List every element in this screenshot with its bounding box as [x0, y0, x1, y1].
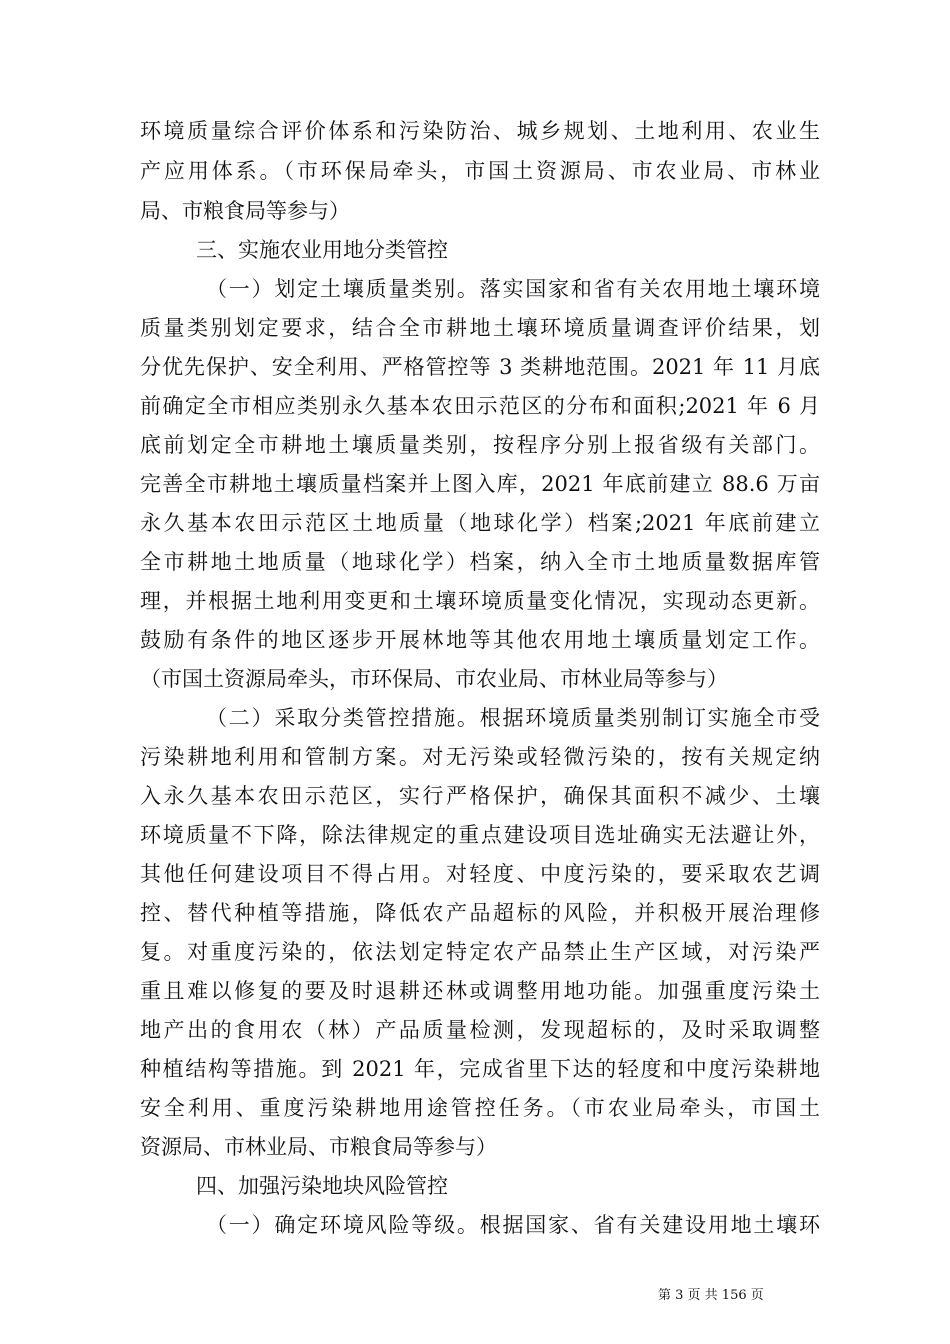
paragraph-line: （一）确定环境风险等级。根据国家、省有关建设用地土壤环 — [206, 1213, 820, 1237]
paragraph-line: 其他任何建设项目不得占用。对轻度、中度污染的，要采取农艺调 — [140, 862, 820, 886]
paragraph-line: 全市耕地土地质量（地球化学）档案，纳入全市土地质量数据库管 — [140, 550, 820, 574]
section-heading: 三、实施农业用地分类管控 — [196, 238, 448, 262]
paragraph-line: 入永久基本农田示范区，实行严格保护，确保其面积不减少、土壤 — [140, 784, 820, 808]
paragraph-line: 完善全市耕地土壤质量档案并上图入库，2021 年底前建立 88.6 万亩 — [140, 472, 820, 496]
paragraph-line: 环境质量综合评价体系和污染防治、城乡规划、土地利用、农业生 — [140, 119, 820, 143]
paragraph-line: 前确定全市相应类别永久基本农田示范区的分布和面积;2021 年 6 月 — [140, 394, 820, 418]
section-heading: 四、加强污染地块风险管控 — [196, 1174, 448, 1198]
paragraph-line: 鼓励有条件的地区逐步开展林地等其他农用地土壤质量划定工作。 — [140, 628, 820, 652]
paragraph-line: （一）划定土壤质量类别。落实国家和省有关农用地土壤环境 — [206, 277, 820, 301]
paragraph-line: 产应用体系。（市环保局牵头，市国土资源局、市农业局、市林业 — [140, 159, 820, 183]
paragraph-line: 污染耕地利用和管制方案。对无污染或轻微污染的，按有关规定纳 — [140, 745, 820, 769]
paragraph-line: 分优先保护、安全利用、严格管控等 3 类耕地范围。2021 年 11 月底 — [140, 355, 820, 379]
paragraph-line: （市国土资源局牵头，市环保局、市农业局、市林业局等参与） — [140, 667, 728, 691]
paragraph-line: 复。对重度污染的，依法划定特定农产品禁止生产区域，对污染严 — [140, 940, 820, 964]
paragraph-line: 理，并根据土地利用变更和土壤环境质量变化情况，实现动态更新。 — [140, 589, 820, 613]
page-number: 第 3 页 共 156 页 — [658, 1288, 764, 1303]
paragraph-line: （二）采取分类管控措施。根据环境质量类别制订实施全市受 — [206, 706, 820, 730]
paragraph-line: 永久基本农田示范区土地质量（地球化学）档案;2021 年底前建立 — [140, 511, 820, 535]
paragraph-line: 种植结构等措施。到 2021 年，完成省里下达的轻度和中度污染耕地 — [140, 1057, 820, 1081]
paragraph-line: 资源局、市林业局、市粮食局等参与） — [140, 1135, 497, 1159]
paragraph-line: 控、替代种植等措施，降低农产品超标的风险，并积极开展治理修 — [140, 901, 820, 925]
paragraph-line: 安全利用、重度污染耕地用途管控任务。（市农业局牵头，市国土 — [140, 1096, 820, 1120]
paragraph-line: 重且难以修复的要及时退耕还林或调整用地功能。加强重度污染土 — [140, 979, 820, 1003]
paragraph-line: 质量类别划定要求，结合全市耕地土壤环境质量调查评价结果，划 — [140, 316, 820, 340]
paragraph-line: 环境质量不下降，除法律规定的重点建设项目选址确实无法避让外， — [140, 823, 820, 847]
paragraph-line: 地产出的食用农（林）产品质量检测，发现超标的，及时采取调整 — [140, 1018, 820, 1042]
paragraph-line: 局、市粮食局等参与） — [140, 199, 350, 223]
paragraph-line: 底前划定全市耕地土壤质量类别，按程序分别上报省级有关部门。 — [140, 433, 820, 457]
